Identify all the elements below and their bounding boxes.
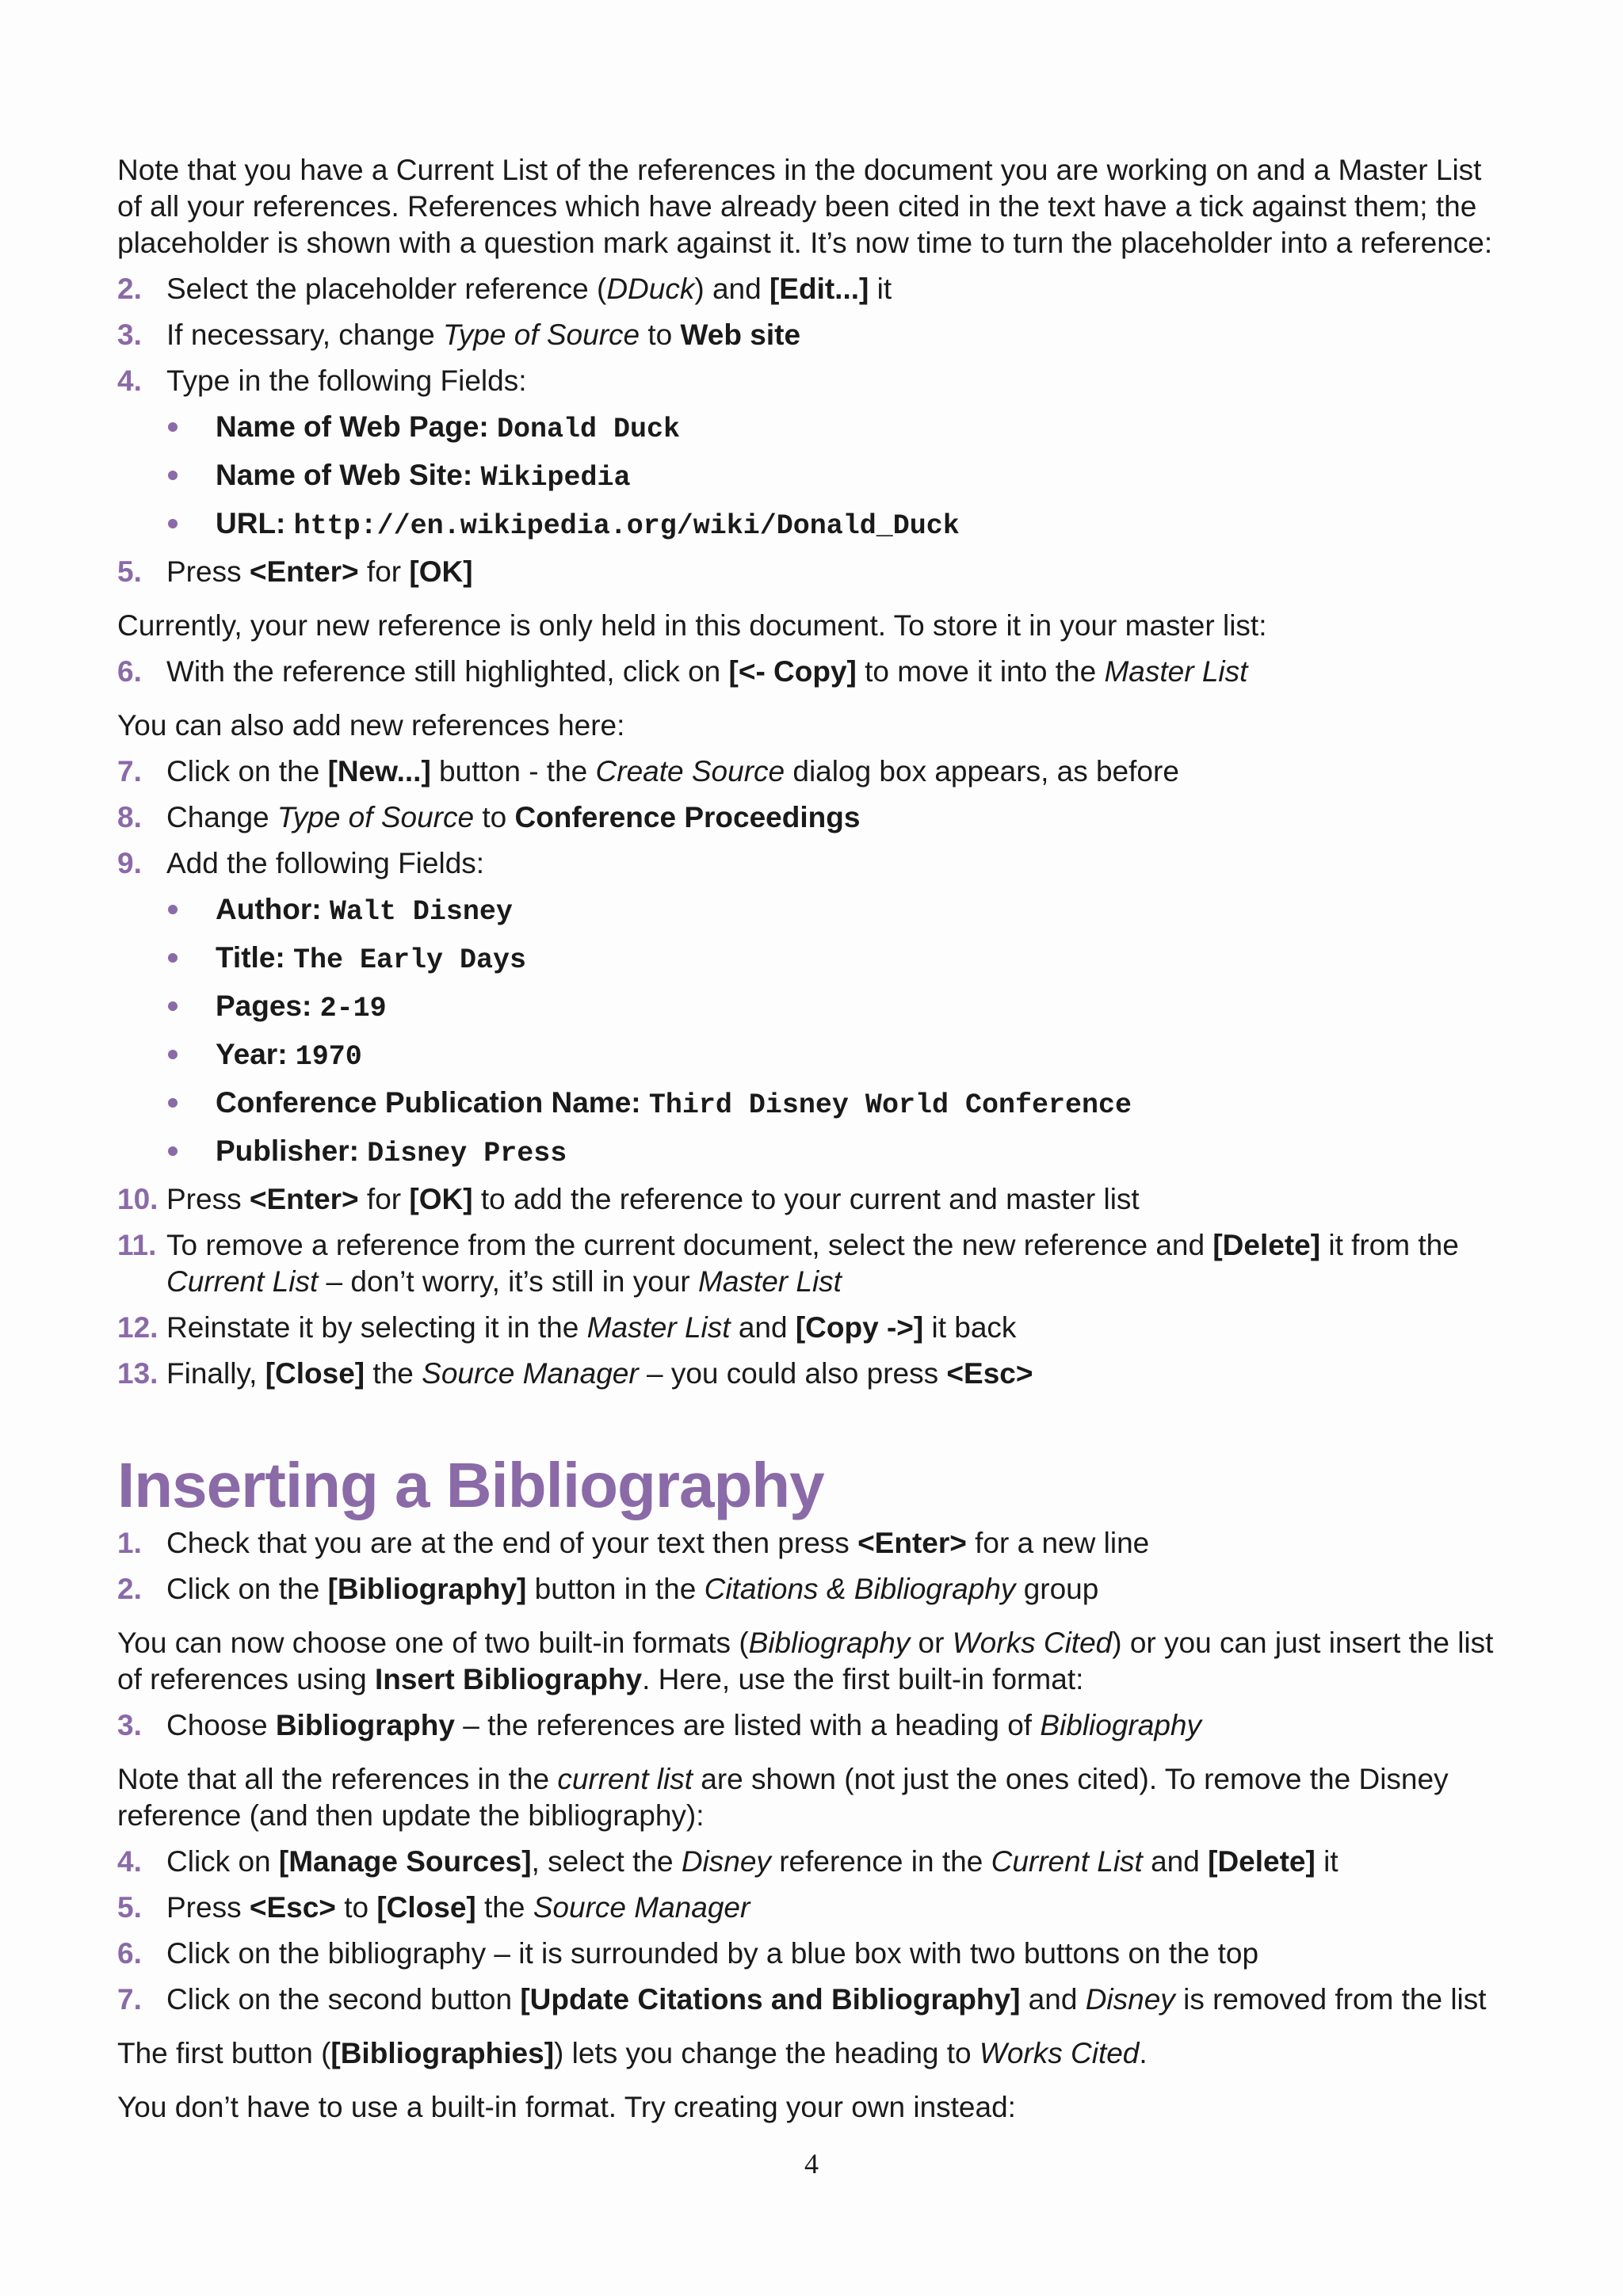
bold-text: Conference Publication Name: [216,1086,649,1119]
text-run: Choose [166,1709,276,1741]
list-item [117,1936,1512,1972]
list-item [117,753,1512,790]
italic-text: Type of Source [442,318,640,351]
text-run: or [910,1627,953,1659]
step-number: 6. [117,655,142,688]
text-run: Click on the [166,755,328,788]
field-value: Wikipedia [480,462,631,494]
field-value: The Early Days [293,944,527,976]
paragraph-current-list [117,1761,1512,1834]
field-value: Walt Disney [329,896,513,928]
intro-paragraph [117,152,1512,261]
list-item [117,1981,1512,2018]
italic-text: Works Cited [979,2037,1140,2069]
text-run: Check that you are at the end of your text then press [166,1527,858,1559]
text-run: it [869,273,892,305]
step-number: 7. [117,1983,142,2016]
field-value: Donald Duck [497,414,681,445]
text-run: Note that you have a Current List of the references in the document you are working on and a Master List of all your references. References which have already been cited in the text have a tick against them; the placeholder is shown with a question mark against it. It’s now time to turn the placeholder into a reference: [117,154,1493,259]
step-number: 12. [117,1311,158,1344]
bullet-item [117,1133,1512,1172]
field-value: 1970 [295,1041,362,1073]
italic-text: current list [557,1763,693,1795]
bullet-icon [168,905,178,914]
list-item [117,317,1512,353]
bullet-item [117,1036,1512,1075]
bold-text: Name of Web Page: [216,410,498,443]
bold-text: [Delete] [1212,1229,1321,1261]
paragraph-store-master [117,608,1512,644]
text-run: dialog box appears, as before [785,755,1179,788]
italic-text: Source Manager [422,1357,639,1390]
italic-text: Bibliography [748,1627,911,1659]
bold-text: [OK] [409,555,473,588]
page-content [117,152,1512,2135]
section-heading: Inserting a Bibliography [117,1450,824,1520]
step-number: 5. [117,555,142,588]
text-run: Add the following Fields: [166,847,485,879]
text-run: Click on the second button [166,1983,521,2016]
step-number: 11. [117,1229,157,1261]
web-fields-list [117,409,1512,544]
italic-text: Source Manager [533,1891,750,1924]
text-run: Note that all the references in the [117,1763,558,1795]
bullet-icon [168,1050,178,1059]
list-item [117,1227,1512,1300]
bullet-icon [168,1098,178,1108]
italic-text: Create Source [595,755,785,788]
step-number: 4. [117,1845,142,1878]
text-run: button in the [526,1573,705,1605]
italic-text: Current List [166,1265,319,1298]
list-item [117,554,1512,590]
bold-text: <Enter> [249,555,359,588]
step-number: 7. [117,755,142,788]
bold-text: Author: [216,893,330,925]
text-run: reference in the [770,1845,991,1878]
text-run: Press [166,1891,250,1924]
text-run: . [1139,2037,1148,2069]
bold-text: URL: [216,507,294,540]
list-item [117,1844,1512,1880]
text-run: for [358,555,410,588]
text-run: group [1015,1573,1099,1605]
list-item [117,654,1512,690]
list-item [117,1525,1512,1562]
text-run: it back [923,1311,1017,1344]
field-value: 2-19 [319,993,387,1024]
step-number: 9. [117,847,142,879]
text-run: Select the placeholder reference ( [166,273,607,305]
bullet-icon [168,471,178,480]
bold-text: [<- Copy] [728,655,857,688]
bold-text: <Enter> [249,1183,359,1215]
bold-text: <Esc> [249,1891,336,1924]
text-run: You can also add new references here: [117,709,625,742]
text-run: button - the [430,755,596,788]
bold-text: [OK] [409,1183,473,1215]
paragraph-built-in-formats [117,1625,1512,1698]
text-run: to [474,801,515,833]
text-run: . Here, use the first built-in format: [642,1663,1084,1695]
list-item [117,1571,1512,1608]
text-run: to [640,318,681,351]
bold-text: Pages: [216,990,320,1022]
bold-text: Year: [216,1038,296,1070]
bullet-item [117,409,1512,448]
bullet-icon [168,953,178,963]
bold-text: [Bibliographies] [330,2037,555,2069]
text-run: for a new line [966,1527,1150,1559]
bold-text: [Delete] [1208,1845,1316,1878]
text-run: ) lets you change the heading to [554,2037,980,2069]
bold-text: Title: [216,941,293,974]
text-run: – don’t worry, it’s still in your [318,1265,699,1298]
italic-text: Type of Source [277,801,475,833]
bold-text: Publisher: [216,1135,368,1167]
steps-list [117,271,1512,399]
text-run: Click on the [166,1573,328,1605]
list-item [117,1356,1512,1392]
bullet-item [117,457,1512,496]
step-number: 2. [117,273,142,305]
page-number: 4 [804,2148,819,2180]
list-item [117,271,1512,307]
field-value: Disney Press [367,1138,567,1169]
text-run: to [335,1891,377,1924]
step-number: 8. [117,801,142,833]
bullet-icon [168,422,178,432]
text-run: Currently, your new reference is only held in this document. To store it in your master list: [117,609,1267,642]
text-run: and [730,1311,796,1344]
bold-text: Name of Web Site: [216,459,481,491]
italic-text: Bibliography [1040,1709,1201,1741]
text-run: Click on the bibliography – it is surrounded by a blue box with two buttons on the top [166,1937,1259,1970]
italic-text: Works Cited [952,1627,1113,1659]
bold-text: Insert Bibliography [374,1663,643,1695]
italic-text: Disney [1085,1983,1175,2016]
step-number: 4. [117,364,142,397]
text-run: for [358,1183,410,1215]
bold-text: <Esc> [946,1357,1033,1390]
bold-text: [Manage Sources] [278,1845,532,1878]
text-run: You don’t have to use a built-in format. Try creating your own instead: [117,2091,1016,2123]
step-number: 5. [117,1891,142,1924]
bullet-item [117,988,1512,1027]
text-run: ) and [694,273,769,305]
bullet-item [117,891,1512,930]
text-run: With the reference still highlighted, click on [166,655,729,688]
text-run: it [1315,1845,1338,1878]
step-number: 10. [117,1183,158,1215]
bullet-item [117,505,1512,544]
list-item [117,845,1512,882]
paragraph-add-new [117,707,1512,744]
italic-text: Disney [681,1845,771,1878]
bullet-icon [168,1001,178,1011]
text-run: To remove a reference from the current document, select the new reference and [166,1229,1213,1261]
bold-text: <Enter> [857,1527,967,1559]
field-value: http://en.wikipedia.org/wiki/Donald_Duck [293,510,960,542]
text-run: the [475,1891,533,1924]
list-item [117,1707,1512,1744]
bold-text: Conference Proceedings [514,801,861,833]
text-run: Finally, [166,1357,265,1390]
bold-text: Bibliography [275,1709,455,1741]
text-run: to move it into the [856,655,1105,688]
bold-text: [Update Citations and Bibliography] [520,1983,1021,2016]
list-item [117,1181,1512,1218]
bullet-icon [168,1146,178,1156]
step-number: 6. [117,1937,142,1970]
bold-text: [Copy ->] [795,1311,924,1344]
text-run: , select the [531,1845,682,1878]
bullet-item [117,940,1512,978]
list-item [117,1890,1512,1926]
paragraph-first-button [117,2035,1512,2072]
text-run: the [365,1357,422,1390]
text-run: are shown (not just the ones cited). To remove the Disney reference (and then update the bibliography): [117,1763,1449,1832]
steps-list [117,1844,1512,2018]
text-run: Click on [166,1845,279,1878]
text-run: it from the [1320,1229,1459,1261]
bold-text: [Bibliography] [327,1573,527,1605]
list-item [117,799,1512,836]
text-run: and [1020,1983,1086,2016]
paragraph-custom-format [117,2089,1512,2126]
text-run: is removed from the list [1174,1983,1487,2016]
step-number: 1. [117,1527,142,1559]
text-run: The first button ( [117,2037,331,2069]
text-run: Reinstate it by selecting it in the [166,1311,587,1344]
list-item [117,1310,1512,1346]
text-run: and [1142,1845,1209,1878]
step-number: 2. [117,1573,142,1605]
steps-list [117,1181,1512,1392]
text-run: Press [166,1183,250,1215]
bold-text: [Close] [376,1891,476,1924]
bold-text: [Edit...] [769,273,869,305]
italic-text: Master List [586,1311,731,1344]
steps-list [117,554,1512,590]
bold-text: [New...] [327,755,431,788]
text-run: – the references are listed with a heading of [454,1709,1041,1741]
field-value: Third Disney World Conference [648,1089,1132,1121]
text-run: to add the reference to your current and master list [472,1183,1140,1215]
text-run: If necessary, change [166,318,443,351]
text-run: Type in the following Fields: [166,364,527,397]
italic-text: DDuck [606,273,695,305]
bullet-item [117,1085,1512,1123]
step-number: 3. [117,1709,142,1741]
text-run: – you could also press [638,1357,947,1390]
steps-list [117,1525,1512,1608]
step-number: 3. [117,318,142,351]
italic-text: Master List [698,1265,842,1298]
italic-text: Current List [991,1845,1143,1878]
text-run: Press [166,555,250,588]
text-run: ) or you can just insert the list of references using [117,1627,1494,1695]
italic-text: Master List [1104,655,1248,688]
steps-list [117,1707,1512,1744]
bullet-icon [168,519,178,528]
bold-text: [Close] [265,1357,365,1390]
text-run: You can now choose one of two built-in formats ( [117,1627,749,1659]
text-run: Change [166,801,277,833]
bold-text: Web site [680,318,801,351]
conference-fields-list [117,891,1512,1172]
step-number: 13. [117,1357,158,1390]
steps-list [117,654,1512,690]
steps-list [117,753,1512,882]
italic-text: Citations & Bibliography [704,1573,1016,1605]
list-item [117,363,1512,399]
